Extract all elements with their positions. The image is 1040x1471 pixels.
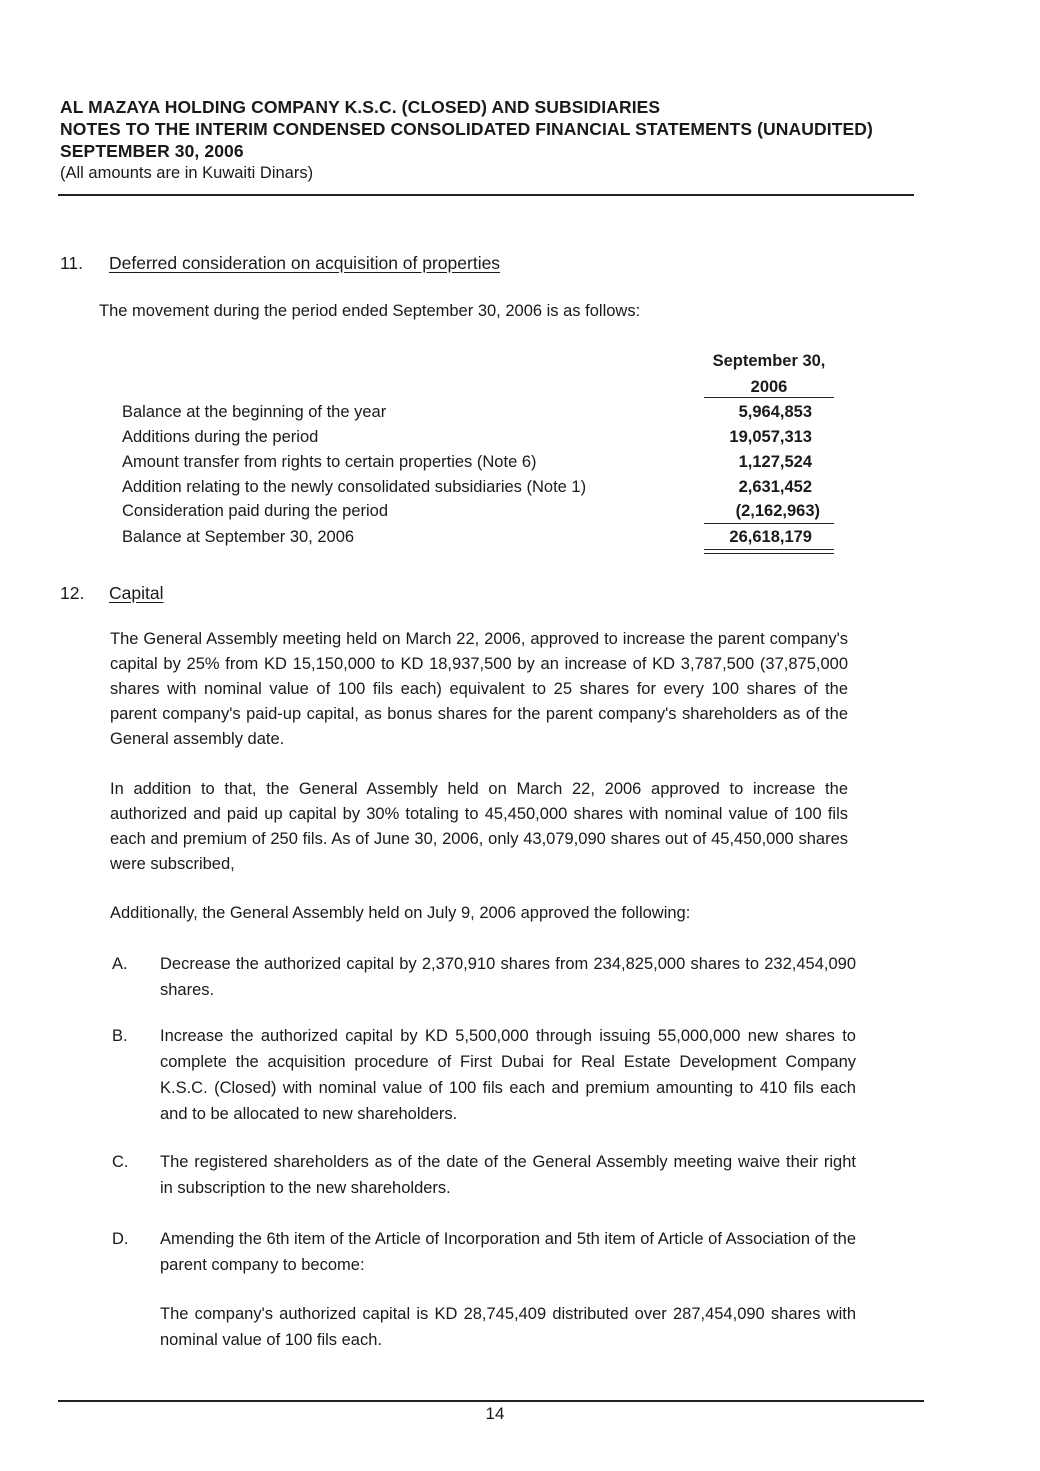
note-12-paragraph: The General Assembly meeting held on March 22, 2006, approved to increase the parent company's capital by 25% from KD 15,150,000 to KD 18,937,500 by an increase of KD 3,787,500 (37,875,000 shares with nominal value of 100 fils each) equivalent to 25 shares for every 100 shares of the parent company's paid-up capital, as bonus shares for the parent company's shareholders as of the General assembly date. (110, 630, 848, 748)
document-header (60, 96, 920, 184)
note-11-number: 11. (60, 253, 84, 273)
column-header-line2: 2006 (750, 378, 788, 396)
total-double-rule-top (704, 549, 834, 550)
row-label: Addition relating to the newly consolidated subsidiaries (Note 1) (122, 478, 587, 496)
row-value: 26,618,179 (729, 528, 812, 546)
row-label: Additions during the period (122, 428, 319, 446)
row-label: Balance at the beginning of the year (122, 403, 387, 421)
row-value: 2,631,452 (738, 478, 812, 496)
table-row-total (122, 525, 842, 549)
list-item-letter: A. (112, 955, 128, 973)
table-row (122, 499, 842, 523)
note-11-title: Deferred consideration on acquisition of properties (109, 253, 501, 273)
column-header-line1: September 30, (712, 352, 826, 370)
column-header-rule (704, 397, 834, 398)
row-value: (2,162,963) (735, 502, 820, 520)
subtotal-rule (704, 523, 834, 524)
company-name: AL MAZAYA HOLDING COMPANY K.S.C. (CLOSED) AND SUBSIDIARIES (60, 97, 661, 117)
list-item-text: Decrease the authorized capital by 2,370,910 shares from 234,825,000 shares to 232,454,090 shares. (160, 955, 856, 999)
column-header (704, 348, 834, 400)
table-row (122, 475, 842, 499)
list-item-letter: B. (112, 1027, 128, 1045)
header-divider (58, 194, 914, 196)
table-row (122, 450, 842, 474)
row-label: Consideration paid during the period (122, 502, 389, 520)
statement-date: SEPTEMBER 30, 2006 (60, 141, 244, 161)
note-11-intro: The movement during the period ended September 30, 2006 is as follows: (99, 302, 641, 320)
row-value: 5,964,853 (738, 403, 812, 421)
item-d-quote: The company's authorized capital is KD 28,745,409 distributed over 287,454,090 shares with nominal value of 100 fils each. (160, 1305, 856, 1349)
note-12-number: 12. (60, 583, 85, 603)
footer-divider (58, 1400, 924, 1402)
row-value: 1,127,524 (738, 453, 812, 471)
list-item-text: Increase the authorized capital by KD 5,500,000 through issuing 55,000,000 new shares to complete the acquisition procedure of First Dubai for Real Estate Development Company K.S.C. (Closed) with nominal value of 100 fils each and premium amounting to 410 fils each and to be allocated to new shareholders. (160, 1027, 856, 1123)
note-12-paragraph: Additionally, the General Assembly held on July 9, 2006 approved the following: (110, 904, 691, 922)
list-item-text: The registered shareholders as of the date of the General Assembly meeting waive their right in subscription to the new shareholders. (160, 1153, 856, 1197)
list-item-text: Amending the 6th item of the Article of Incorporation and 5th item of Article of Association of the parent company to become: (160, 1230, 856, 1274)
row-value: 19,057,313 (729, 428, 812, 446)
note-12-paragraph: In addition to that, the General Assembly held on March 22, 2006 approved to increase the authorized and paid up capital by 30% totaling to 45,450,000 shares with nominal value of 100 fils each and premium of 250 fils. As of June 30, 2006, only 43,079,090 shares out of 45,450,000 shares were subscribed, (110, 780, 848, 873)
list-item-letter: D. (112, 1230, 129, 1248)
table-row (122, 425, 842, 449)
note-12-title: Capital (109, 583, 164, 603)
row-label: Balance at September 30, 2006 (122, 528, 355, 546)
statement-title: NOTES TO THE INTERIM CONDENSED CONSOLIDATED FINANCIAL STATEMENTS (UNAUDITED) (60, 119, 873, 139)
row-label: Amount transfer from rights to certain properties (Note 6) (122, 453, 537, 471)
table-row (122, 400, 842, 424)
list-item-letter: C. (112, 1153, 129, 1171)
page-number: 14 (485, 1404, 505, 1423)
total-double-rule-bottom (704, 553, 834, 554)
currency-note: (All amounts are in Kuwaiti Dinars) (60, 164, 314, 182)
